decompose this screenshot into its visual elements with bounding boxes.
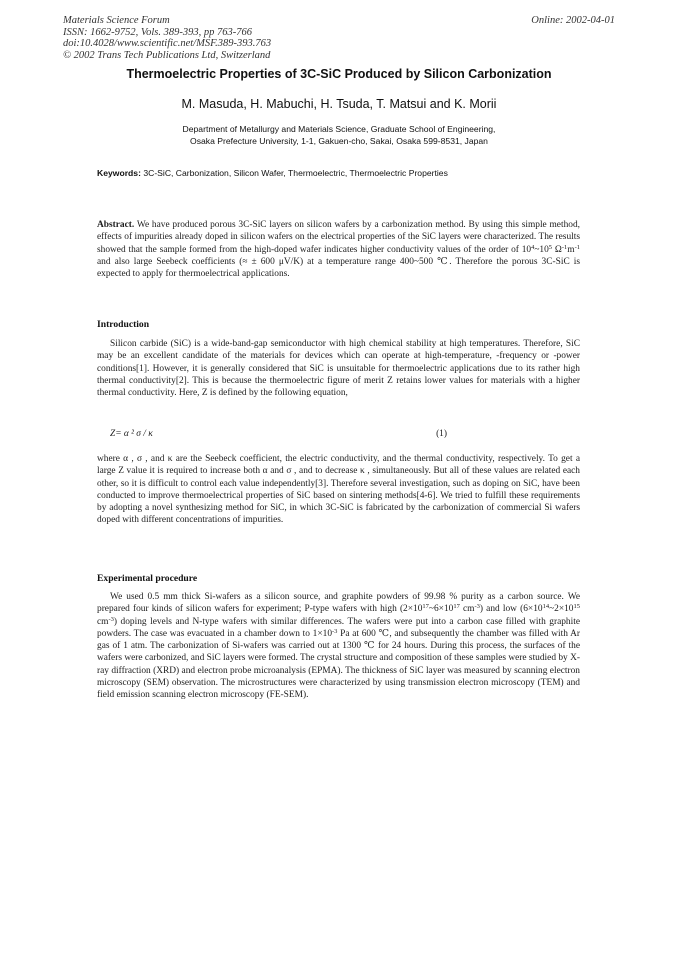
- affiliation: [0, 123, 678, 147]
- introduction-heading: Introduction: [97, 319, 150, 330]
- abstract-label: Abstract.: [97, 220, 135, 230]
- experimental-paragraph: We used 0.5 mm thick Si-wafers as a silicon source, and graphite powders of 99.98 % purity as a carbon source. We prepared four kinds of silicon wafers for experiment; P-type wafers with high ($2\times 10^{17}\sim 6\times 10^{17}$ $cm^{-3}$) and low ($6\times 10^{14}\sim 2\times 10^{15}$ $cm^{-3}$) doping levels and N-type wafers with similar differences. The wafers were put into a carbon case filled with graphite powders. The case was evacuated in a chamber down to $1\times 10^{-3}$ Pa at 600 ℃, and subsequently the chamber was filled with Ar gas of 1 atm. The carbonization of Si-wafers was carried out at 1300 ℃ for 24 hours. During this process, the surfaces of the wafers were carbonized, and SiC layers were formed. The crystal structure and composition of these samples were studied by X-ray diffraction (XRD) and electron probe microanalysis (EPMA). The thickness of SiC layer was measured by scanning electron microscopy (SEM) observation. The microstructures were characterized by using transmission electron microscopy (TEM) and field emission scanning electron microscopy (FE-SEM).: [97, 592, 580, 701]
- affiliation-line-2: Osaka Prefecture University, 1-1, Gakuen-cho, Sakai, Osaka 599-8531, Japan: [190, 136, 488, 146]
- keywords-label: Keywords:: [97, 168, 141, 178]
- experimental-heading: Experimental procedure: [97, 573, 198, 584]
- equation-number: (1): [436, 429, 447, 439]
- copyright-line: © 2002 Trans Tech Publications Ltd, Switzerland: [63, 49, 271, 61]
- keywords-text: 3C-SiC, Carbonization, Silicon Wafer, Thermoelectric, Thermoelectric Properties: [143, 168, 448, 178]
- doi-line: doi:10.4028/www.scientific.net/MSF.389-393.763: [63, 38, 272, 49]
- abstract: Abstract. We have produced porous 3C-SiC layers on silicon wafers by a carbonization method. By using this simple method, effects of impurities already doped in silicon wafers on the electrical properties of the SiC layers were characterized. The results showed that the sample formed from the high-doped wafer indicates higher conductivity values of the order of $10^4\sim 10^5$ $\Omega^{-1}m^{-1}$ and also large Seebeck coefficients (≈ ± 600 μV/K) at a temperature range 400~500 ℃. Therefore the porous 3C-SiC is expected to apply for thermoelectrical applications.: [97, 220, 580, 280]
- paper-title: Thermoelectric Properties of 3C-SiC Produced by Silicon Carbonization: [126, 67, 552, 81]
- keywords: [97, 168, 617, 178]
- journal-header: [63, 15, 271, 61]
- affiliation-line-1: Department of Metallurgy and Materials Science, Graduate School of Engineering,: [182, 124, 496, 134]
- introduction-paragraph-1: Silicon carbide (SiC) is a wide-band-gap semiconductor with high chemical stability at high temperatures. Therefore, SiC may be an excellent candidate of the materials for devices which can operate at high-temperature, -frequency or -power conditions[1]. However, it is generally considered that SiC is unsuitable for thermoelectric applications due to its rather high thermal conductivity[2]. This is because the thermoelectric figure of merit Z retains lower values for materials with a higher thermal conductivity. Here, Z is defined by the following equation,: [97, 339, 580, 399]
- author-list: M. Masuda, H. Mabuchi, H. Tsuda, T. Matsui and K. Morii: [181, 97, 497, 111]
- issn-line: ISSN: 1662-9752, Vols. 389-393, pp 763-766: [63, 26, 252, 38]
- introduction-paragraph-2: where α , σ , and κ are the Seebeck coefficient, the electric conductivity, and the thermal conductivity, respectively. To get a large Z value it is required to increase both α and σ , and to decrease κ , simultaneously. But all of these values are related each other, so it is difficult to control each value independently[3]. Therefore several investigation, such as doping on SiC, have been conducted to improve thermoelectrical properties of SiC based on sintering methods[4-6]. We tried to fulfill these requirements by adopting a novel synthesizing method for SiC, in which 3C-SiC is fabricated by the carbonization of commercial Si wafers doped with different concentrations of impurities.: [97, 454, 580, 526]
- equation-formula: Z= α ² σ / κ: [110, 429, 153, 439]
- journal-name: Materials Science Forum: [63, 15, 170, 26]
- online-date: Online: 2002-04-01: [531, 15, 615, 26]
